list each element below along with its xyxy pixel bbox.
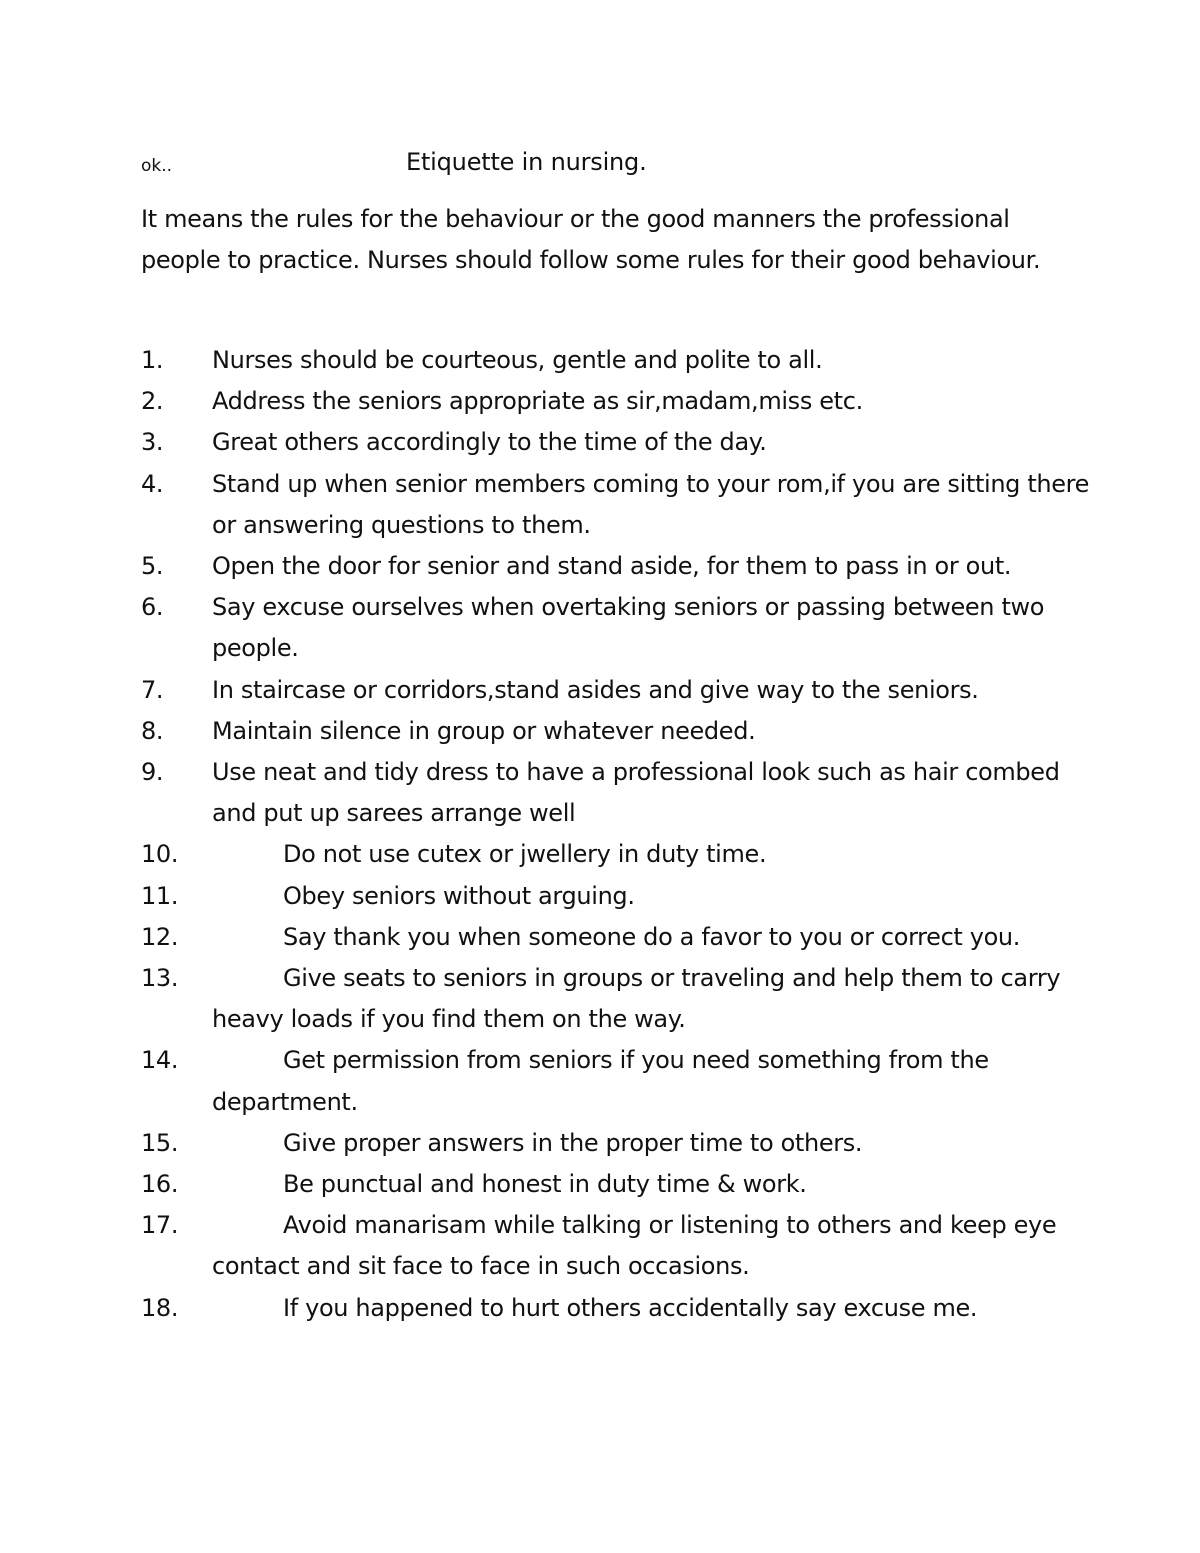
- rule-item-4: [141, 464, 1101, 546]
- rule-text: Be punctual and honest in duty time & work.: [283, 1170, 807, 1199]
- rule-item-15: [141, 1123, 1101, 1164]
- rule-number: 5.: [141, 552, 164, 581]
- rule-text: Obey seniors without arguing.: [283, 881, 635, 910]
- rule-item-8: [141, 711, 1101, 752]
- rule-text: Give proper answers in the proper time to others.: [283, 1128, 863, 1157]
- rule-number: 16.: [141, 1170, 179, 1199]
- rule-number: 11.: [141, 881, 179, 910]
- document-header: [141, 146, 1101, 182]
- rule-number: 9.: [141, 758, 164, 787]
- rule-number: 12.: [141, 922, 179, 951]
- rule-text: Give seats to seniors in groups or traveling and help them to carry heavy loads if you find them on the way.: [212, 964, 1061, 1034]
- rule-item-18: [141, 1288, 1101, 1329]
- rule-text: Say excuse ourselves when overtaking seniors or passing between two people.: [212, 593, 1045, 663]
- rule-item-9: [141, 752, 1101, 834]
- rule-item-5: [141, 546, 1101, 587]
- rule-number: 15.: [141, 1128, 179, 1157]
- rule-item-16: [141, 1164, 1101, 1205]
- rule-text: If you happened to hurt others accidentally say excuse me.: [283, 1293, 978, 1322]
- rule-number: 17.: [141, 1211, 179, 1240]
- rule-number: 6.: [141, 593, 164, 622]
- rule-number: 13.: [141, 964, 179, 993]
- document-title: Etiquette in nursing.: [406, 148, 647, 176]
- rule-text: In staircase or corridors,stand asides and give way to the seniors.: [212, 675, 979, 704]
- etiquette-rules-list: [141, 340, 1101, 1329]
- rule-text: Get permission from seniors if you need something from the department.: [212, 1046, 989, 1116]
- rule-text: Great others accordingly to the time of the day.: [212, 428, 767, 457]
- rule-number: 1.: [141, 346, 164, 374]
- rule-item-14: [141, 1040, 1101, 1122]
- rule-number: 14.: [141, 1046, 179, 1075]
- rule-item-7: [141, 670, 1101, 711]
- rule-text: Nurses should be courteous, gentle and polite to all.: [212, 346, 823, 374]
- rule-number: 8.: [141, 716, 164, 745]
- rule-text: Maintain silence in group or whatever needed.: [212, 716, 756, 745]
- rule-text: Say thank you when someone do a favor to you or correct you.: [283, 922, 1021, 951]
- rule-number: 2.: [141, 387, 164, 416]
- rule-item-10: [141, 834, 1101, 875]
- intro-paragraph: It means the rules for the behaviour or the good manners the professional people to practice. Nurses should follow some rules for their good behaviour.: [141, 205, 1041, 274]
- rule-text: Use neat and tidy dress to have a professional look such as hair combed and put up sarees arrange well: [212, 758, 1060, 828]
- corner-note: ok..: [141, 156, 173, 176]
- rule-item-2: [141, 381, 1101, 422]
- rule-item-11: [141, 876, 1101, 917]
- rule-number: 4.: [141, 469, 164, 498]
- rule-item-6: [141, 587, 1101, 669]
- rule-text: Do not use cutex or jwellery in duty time.: [283, 840, 767, 869]
- rule-item-1: [141, 340, 1101, 381]
- rule-text: Address the seniors appropriate as sir,madam,miss etc.: [212, 387, 863, 416]
- rule-item-3: [141, 422, 1101, 463]
- rule-item-12: [141, 917, 1101, 958]
- rule-number: 10.: [141, 840, 179, 869]
- rule-item-13: [141, 958, 1101, 1040]
- rule-number: 3.: [141, 428, 164, 457]
- rule-item-17: [141, 1205, 1101, 1287]
- rule-text: Open the door for senior and stand aside, for them to pass in or out.: [212, 552, 1012, 581]
- rule-number: 7.: [141, 675, 164, 704]
- rule-number: 18.: [141, 1293, 179, 1322]
- rule-text: Avoid manarisam while talking or listening to others and keep eye contact and sit face to face in such occasions.: [212, 1211, 1057, 1281]
- rule-text: Stand up when senior members coming to your rom,if you are sitting there or answering questions to them.: [212, 469, 1090, 539]
